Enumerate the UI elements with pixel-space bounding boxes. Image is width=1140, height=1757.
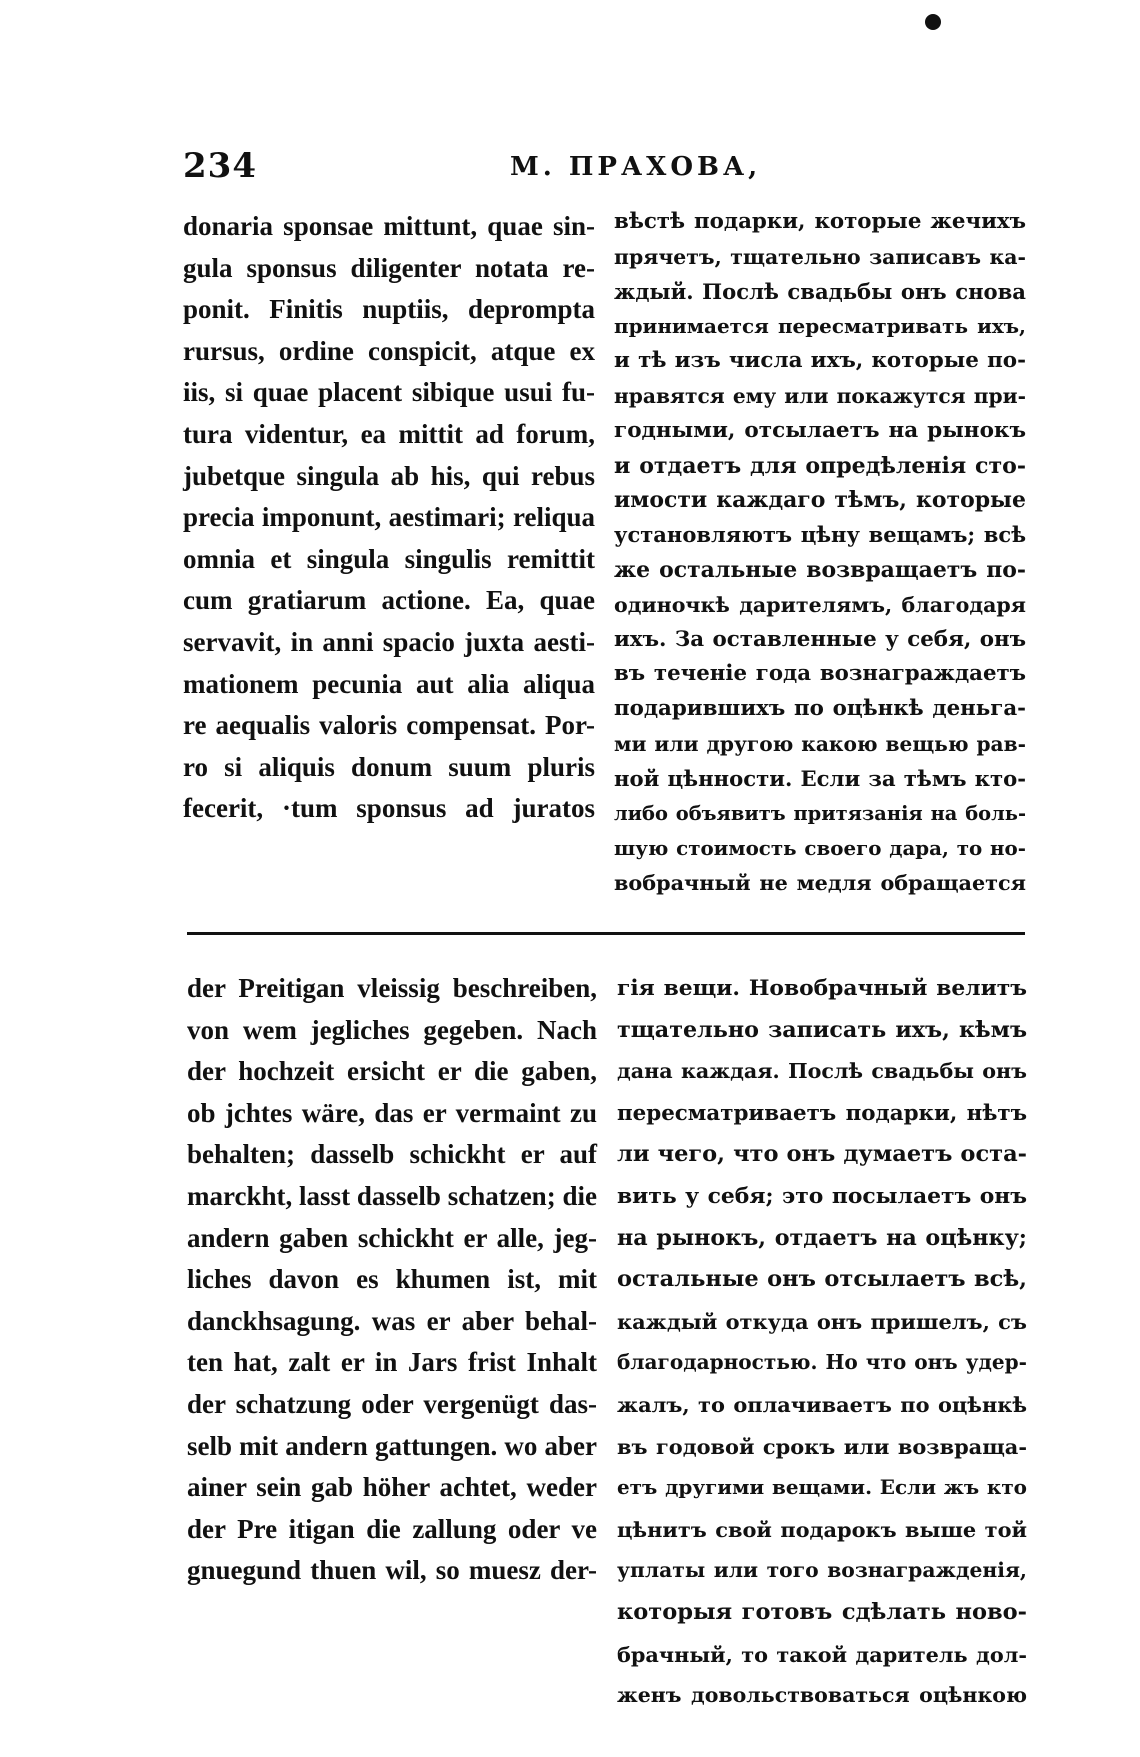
latin-line: tura videntur, ea mittit ad forum,: [183, 418, 595, 449]
german-line: behalten; dasselb schickht er auf: [187, 1139, 597, 1170]
german-line: ob jchtes wäre, das er vermaint zu: [187, 1097, 597, 1128]
russian-bottom-line: на рынокъ, отдаетъ на оцѣнку;: [617, 1224, 1027, 1251]
latin-line: re aequalis valoris compensat. Por-: [183, 710, 595, 741]
russian-top-line: либо объявитъ притязанія на боль-: [614, 801, 1026, 825]
german-line: danckhsagung. was er aber behal-: [187, 1305, 597, 1336]
russian-top-line: нравятся ему или покажутся при-: [614, 383, 1026, 408]
russian-bottom-line: брачный, то такой даритель дол-: [617, 1641, 1027, 1667]
russian-top-line: установляютъ цѣну вещамъ; всѣ: [614, 522, 1026, 548]
russian-bottom-line: уплаты или того вознагражденія,: [617, 1558, 1027, 1583]
german-line: der schatzung oder vergenügt das-: [187, 1388, 597, 1419]
russian-bottom-line: гія вещи. Новобрачный велитъ: [617, 976, 1027, 1001]
russian-top-line: же остальные возвращаетъ по-: [614, 556, 1026, 583]
russian-top-line: вобрачный не медля обращается: [614, 871, 1026, 896]
page-number: 234: [183, 146, 257, 186]
latin-line: mationem pecunia aut alia aliqua: [183, 668, 595, 699]
latin-line: rursus, ordine conspicit, atque ex: [183, 335, 595, 366]
russian-bottom-line: пересматриваетъ подарки, нѣтъ: [617, 1100, 1027, 1126]
russian-bottom-line: тщательно записать ихъ, кѣмъ: [617, 1016, 1027, 1043]
russian-top-line: ной цѣнности. Если за тѣмъ кто-: [614, 765, 1026, 791]
german-line: marckht, lasst dasselb schatzen; die: [187, 1180, 597, 1211]
running-head: М. ПРАХОВА,: [510, 152, 762, 182]
ink-dot: [925, 14, 941, 30]
russian-top-line: и тѣ изъ числа ихъ, которые по-: [614, 348, 1026, 374]
russian-top-line: ихъ. За оставленные у себя, онъ: [614, 626, 1026, 652]
latin-line: iis, si quae placent sibique usui fu-: [183, 377, 595, 408]
russian-bottom-line: каждый откуда онъ пришелъ, съ: [617, 1308, 1027, 1334]
russian-top-line: подарившихъ по оцѣнкѣ деньга-: [614, 696, 1026, 722]
german-line: liches davon es khumen ist, mit: [187, 1264, 597, 1295]
russian-bottom-line: которыя готовъ сдѣлать ново-: [617, 1598, 1027, 1625]
latin-column: [183, 206, 595, 830]
russian-bottom-line: жалъ, то оплачиваетъ по оцѣнкѣ: [617, 1391, 1027, 1417]
russian-bottom-line: цѣнитъ свой подарокъ выше той: [617, 1516, 1027, 1542]
russian-top-line: прячетъ, тщательно записавъ ка-: [614, 244, 1026, 269]
russian-bottom-line: въ годовой срокъ или возвраща-: [617, 1433, 1027, 1459]
russian-top-line: ми или другою какою вещью рав-: [614, 731, 1026, 756]
german-line: von wem jegliches gegeben. Nach: [187, 1014, 597, 1045]
latin-line: ro si aliquis donum suum pluris: [183, 751, 595, 782]
latin-line: gula sponsus diligenter notata re-: [183, 252, 595, 283]
german-line: der hochzeit ersicht er die gaben,: [187, 1056, 597, 1087]
latin-line: servavit, in anni spacio juxta aesti-: [183, 626, 595, 657]
latin-line: ponit. Finitis nuptiis, deprompta: [183, 294, 595, 325]
russian-top-line: вѣстѣ подарки, которые жечихъ: [614, 209, 1026, 234]
latin-line: fecerit, ·tum sponsus ad juratos: [183, 793, 595, 824]
russian-bottom-line: дана каждая. Послѣ свадьбы онъ: [617, 1059, 1027, 1084]
russian-bottom-line: женъ довольствоваться оцѣнкою: [617, 1683, 1027, 1708]
section-divider: [187, 932, 1025, 935]
russian-top-line: ждый. Послѣ свадьбы онъ снова: [614, 278, 1026, 304]
russian-top-line: принимается пересматривать ихъ,: [614, 314, 1026, 339]
german-line: der Preitigan vleissig beschreiben,: [187, 973, 597, 1003]
russian-bottom-column: [617, 968, 1027, 1717]
russian-top-line: въ теченіе года вознаграждаетъ: [614, 661, 1026, 687]
russian-bottom-line: етъ другими вещами. Если жъ кто: [617, 1475, 1027, 1500]
german-line: ainer sein gab höher achtet, weder: [187, 1472, 597, 1503]
russian-top-line: годными, отсылаетъ на рынокъ: [614, 417, 1026, 443]
russian-bottom-line: остальные онъ отсылаетъ всѣ,: [617, 1266, 1027, 1293]
latin-line: jubetque singula ab his, qui rebus: [183, 460, 595, 491]
german-line: ten hat, zalt er in Jars frist Inhalt: [187, 1347, 597, 1378]
german-line: selb mit andern gattungen. wo aber: [187, 1430, 597, 1461]
german-line: andern gaben schickht er alle, jeg-: [187, 1222, 597, 1253]
russian-top-line: шую стоимость своего дара, то но-: [614, 836, 1026, 861]
latin-line: precia imponunt, aestimari; reliqua: [183, 502, 595, 533]
russian-bottom-line: вить у себя; это посылаетъ онъ: [617, 1182, 1027, 1209]
russian-top-column: [614, 205, 1026, 901]
german-line: der Pre itigan die zallung oder ve: [187, 1513, 597, 1544]
german-line: gnuegund thuen wil, so muesz der-: [187, 1555, 597, 1586]
russian-bottom-line: благодарностью. Но что онъ удер-: [617, 1350, 1027, 1375]
latin-line: cum gratiarum actione. Ea, quae: [183, 585, 595, 616]
latin-line: donaria sponsae mittunt, quae sin-: [183, 211, 595, 241]
russian-top-line: и отдаетъ для опредѣленія сто-: [614, 452, 1026, 479]
german-column: [187, 968, 597, 1592]
latin-line: omnia et singula singulis remittit: [183, 543, 595, 574]
russian-bottom-line: ли чего, что онъ думаетъ оста-: [617, 1141, 1027, 1168]
russian-top-line: имости каждаго тѣмъ, которые: [614, 487, 1026, 514]
russian-top-line: одиночкѣ дарителямъ, благодаря: [614, 592, 1026, 617]
